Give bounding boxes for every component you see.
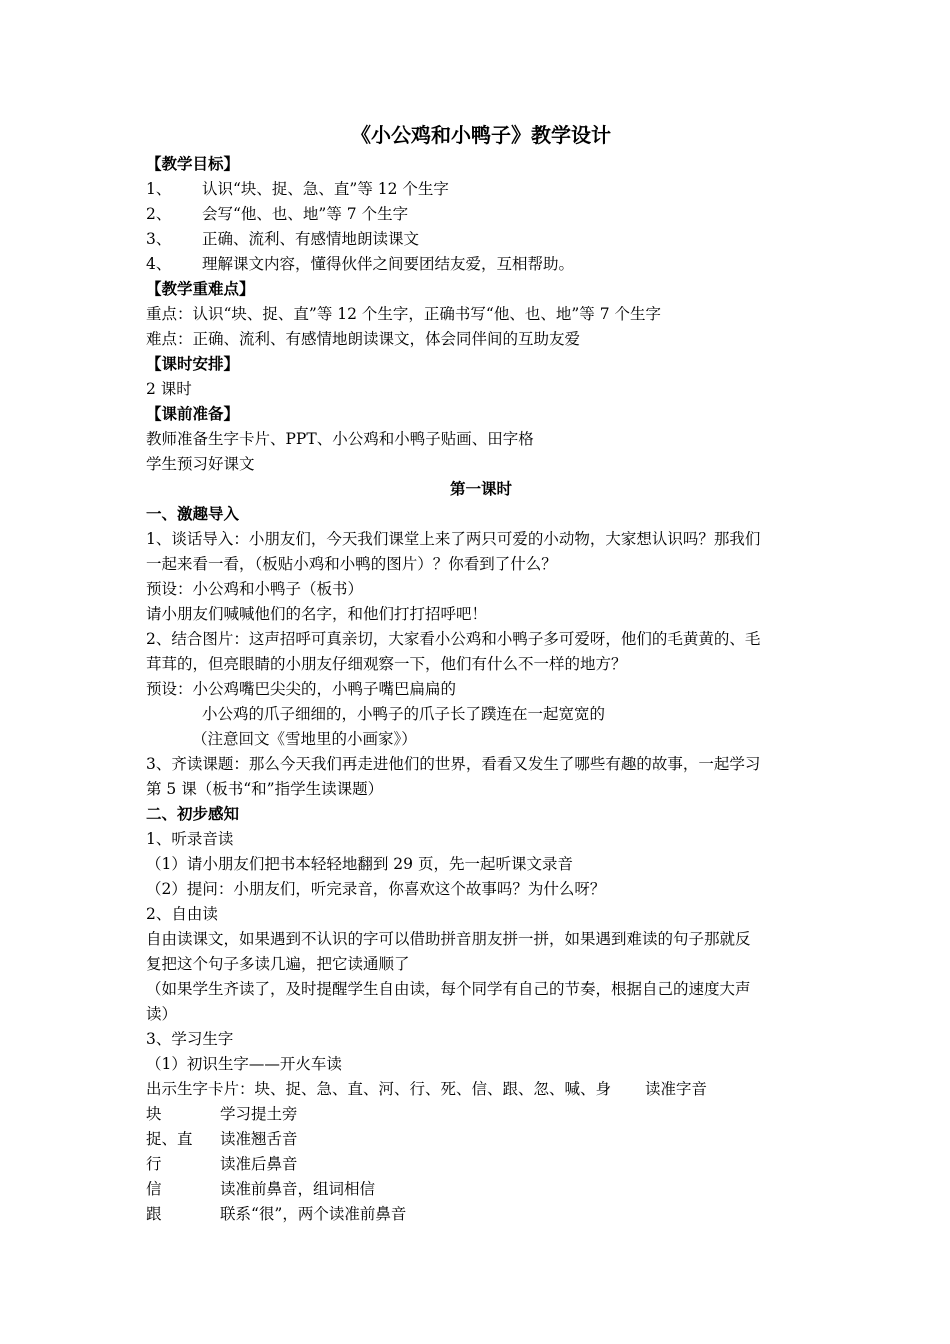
preparation-teacher: 教师准备生字卡片、PPT、小公鸡和小鸭子贴画、田字格 (146, 430, 534, 448)
character-note: 联系“很”，两个读准前鼻音 (220, 1205, 407, 1223)
key-focus: 重点：认识“块、捉、直”等 12 个生字，正确书写“他、也、地”等 7 个生字 (146, 305, 661, 323)
paragraph-line: 2、结合图片：这声招呼可真亲切，大家看小公鸡和小鸭子多可爱呀，他们的毛黄黄的、毛 (146, 630, 761, 648)
objective-number: 1、 (146, 180, 172, 198)
lesson-title: 第一课时 (449, 480, 512, 498)
paragraph-line: 请小朋友们喊喊他们的名字，和他们打打招呼吧！ (146, 605, 488, 623)
character-cards-note: 读准字音 (645, 1080, 708, 1098)
paragraph-line: （2）提问：小朋友们，听完录音，你喜欢这个故事吗？为什么呀？ (146, 880, 606, 898)
key-points-heading: 【教学重难点】 (146, 280, 255, 298)
paragraph-line: 3、学习生字 (146, 1030, 234, 1048)
paragraph-line: 一起来看一看，（板贴小鸡和小鸭的图片）？你看到了什么？ (146, 555, 557, 573)
section-heading: 一、激趣导入 (146, 505, 240, 523)
character-row (146, 1127, 816, 1152)
character-note: 读准翘舌音 (220, 1130, 298, 1148)
character-row (146, 1177, 816, 1202)
character-row (146, 1202, 816, 1227)
paragraph-line: 预设：小公鸡嘴巴尖尖的，小鸭子嘴巴扁扁的 (146, 680, 457, 698)
paragraph-line: 预设：小公鸡和小鸭子（板书） (146, 580, 364, 598)
paragraph-line: 自由读课文，如果遇到不认识的字可以借助拼音朋友拼一拼，如果遇到难读的句子那就反 (146, 930, 751, 948)
objective-item (146, 227, 816, 252)
section-heading: 二、初步感知 (146, 805, 240, 823)
paragraph-line: 1、听录音读 (146, 830, 234, 848)
paragraph-line: （注意回文《雪地里的小画家》） (192, 730, 417, 748)
objective-text: 会写“他、也、地”等 7 个生字 (202, 205, 409, 223)
schedule-text: 2 课时 (146, 380, 192, 398)
paragraph-line: 茸茸的，但亮眼睛的小朋友仔细观察一下，他们有什么不一样的地方？ (146, 655, 627, 673)
character-row (146, 1102, 816, 1127)
objective-item (146, 177, 816, 202)
paragraph-line: （如果学生齐读了，及时提醒学生自由读，每个同学有自己的节奏，根据自己的速度大声 (146, 980, 751, 998)
paragraph-line: 小公鸡的爪子细细的，小鸭子的爪子长了蹼连在一起宽宽的 (202, 705, 606, 723)
character-label: 捉、直 (146, 1130, 193, 1148)
character-note: 读准后鼻音 (220, 1155, 298, 1173)
character-label: 信 (146, 1180, 162, 1198)
objective-number: 4、 (146, 255, 172, 273)
character-note: 读准前鼻音，组词相信 (220, 1180, 376, 1198)
paragraph-line: 读） (146, 1005, 178, 1023)
schedule-heading: 【课时安排】 (146, 355, 240, 373)
character-cards-text: 出示生字卡片：块、捉、急、直、河、行、死、信、跟、忽、喊、身 (146, 1080, 612, 1098)
character-row (146, 1152, 816, 1177)
paragraph-line: 第 5 课（板书“和”指学生读课题） (146, 780, 384, 798)
objective-item (146, 202, 816, 227)
document-page (146, 118, 816, 1227)
objective-number: 3、 (146, 230, 172, 248)
paragraph-line: 1、谈话导入：小朋友们，今天我们课堂上来了两只可爱的小动物，大家想认识吗？那我们 (146, 530, 761, 548)
paragraph-line: 复把这个句子多读几遍，把它读通顺了 (146, 955, 410, 973)
objective-text: 认识“块、捉、急、直”等 12 个生字 (202, 180, 449, 198)
key-difficulty: 难点：正确、流利、有感情地朗读课文，体会同伴间的互助友爱 (146, 330, 581, 348)
preparation-student: 学生预习好课文 (146, 455, 255, 473)
objective-item (146, 252, 816, 277)
character-cards-line (146, 1077, 816, 1102)
preparation-heading: 【课前准备】 (146, 405, 240, 423)
paragraph-line: 2、自由读 (146, 905, 218, 923)
objective-number: 2、 (146, 205, 172, 223)
objective-text: 正确、流利、有感情地朗读课文 (202, 230, 420, 248)
paragraph-line: （1）初识生字——开火车读 (146, 1055, 342, 1073)
character-label: 块 (146, 1105, 162, 1123)
character-label: 行 (146, 1155, 162, 1173)
character-note: 学习提土旁 (220, 1105, 298, 1123)
paragraph-line: （1）请小朋友们把书本轻轻地翻到 29 页，先一起听课文录音 (146, 855, 573, 873)
character-label: 跟 (146, 1205, 162, 1223)
objectives-heading: 【教学目标】 (146, 155, 240, 173)
paragraph-line: 3、齐读课题：那么今天我们再走进他们的世界，看看又发生了哪些有趣的故事，一起学习 (146, 755, 761, 773)
document-title: 《小公鸡和小鸭子》教学设计 (351, 123, 611, 147)
objective-text: 理解课文内容，懂得伙伴之间要团结友爱，互相帮助。 (202, 255, 575, 273)
